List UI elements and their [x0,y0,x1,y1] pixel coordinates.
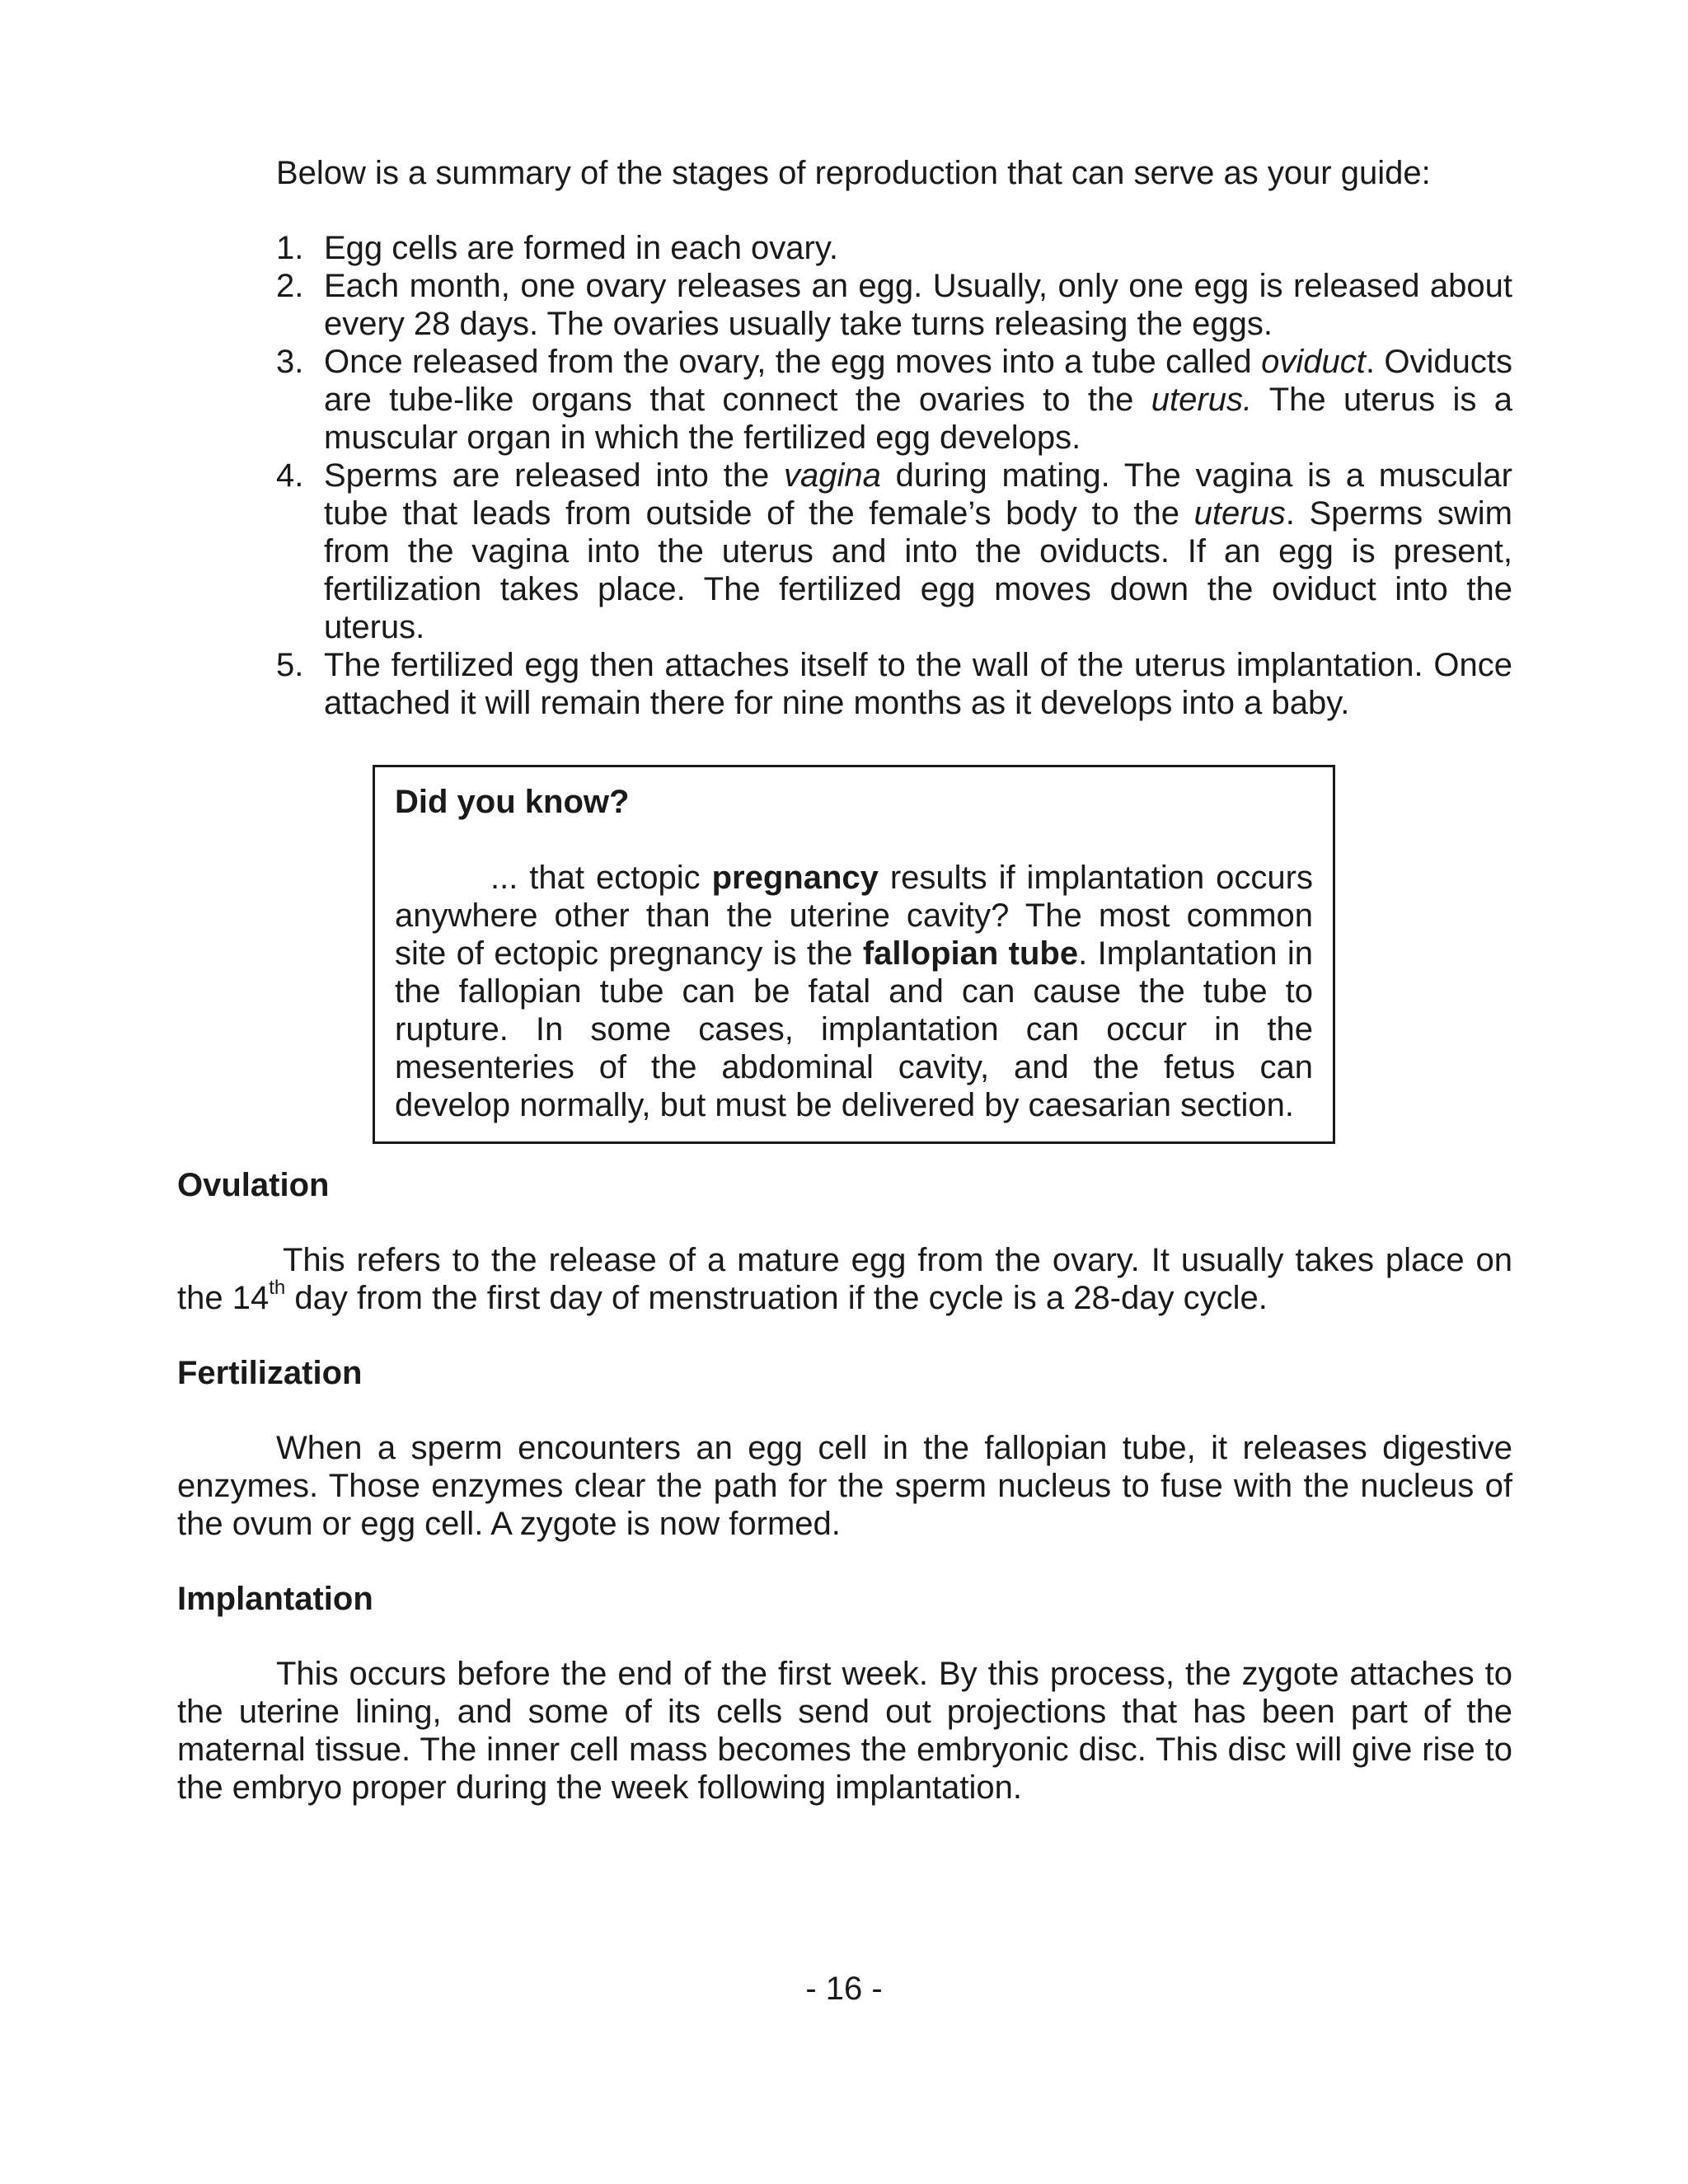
implantation-paragraph: This occurs before the end of the first week. By this process, the zygote attaches to the uterine lining, and some of its cells send out projections that has been part of the maternal tissue. The inner cell mass becomes the embryonic disc. This disc will give rise to the embryo proper during the week following implantation. [177,1656,1512,1806]
list-number: 3. [276,344,304,380]
did-you-know-title: Did you know? [395,784,630,820]
heading-fertilization: Fertilization [177,1355,363,1391]
heading-ovulation: Ovulation [177,1167,330,1203]
list-text: The fertilized egg then attaches itself to the wall of the uterus implantation. Once attached it will remain there for nine months as it develops into a baby. [324,647,1512,721]
term-uterus: uterus [1193,495,1286,532]
list-item [276,646,1512,722]
box-text: ... that ectopic [490,860,712,896]
list-item [276,229,1512,267]
heading-implantation: Implantation [177,1581,373,1617]
did-you-know-body [395,859,1313,1124]
did-you-know-box [373,765,1335,1144]
list-item [276,457,1512,646]
list-item [276,343,1512,457]
page-number: - 16 - [805,1971,883,2007]
term-oviduct: oviduct [1261,344,1366,380]
term-uterus: uterus. [1151,382,1253,418]
paragraph-text: This refers to the release of a mature egg from the ovary. It usually takes place on the 14 [177,1242,1512,1316]
list-number: 5. [276,647,304,683]
ordinal-suffix: th [269,1276,286,1299]
list-number: 2. [276,268,304,304]
list-item [276,267,1512,343]
list-number: 4. [276,457,304,494]
list-text: . Sperms swim from the vagina into the uterus and into the oviducts. If an egg is present, fertilization takes place. The fertilized egg moves down the oviduct into the uterus. [324,495,1512,645]
reproduction-stages-list [276,229,1512,722]
term-fallopian-tube: fallopian tube [862,935,1079,972]
list-text: Egg cells are formed in each ovary. [324,230,839,266]
list-text: Each month, one ovary releases an egg. Usually, only one egg is released about every 28 days. The ovaries usually take turns releasing the eggs. [324,268,1512,342]
box-text: results if implantation occurs anywhere other than the uterine cavity? The most common site of ectopic pregnancy is the [395,860,1313,972]
list-text: Sperms are released into the [324,457,784,494]
intro-text: Below is a summary of the stages of reproduction that can serve as your guide: [276,155,1431,191]
paragraph-text: day from the first day of menstruation if the cycle is a 28-day cycle. [285,1280,1268,1316]
ovulation-paragraph [177,1241,1512,1317]
list-text: The uterus is a muscular organ in which the fertilized egg develops. [324,382,1512,456]
list-text: during mating. The vagina is a muscular tube that leads from outside of the female’s body to the [324,457,1512,532]
box-text: . Implantation in the fallopian tube can be fatal and can cause the tube to rupture. In some cases, implantation can occur in the mesenteries of the abdominal cavity, and the fetus can develop normally, but must be delivered by caesarian section. [395,935,1314,1123]
term-pregnancy: pregnancy [711,860,879,896]
term-vagina: vagina [783,457,881,494]
list-text: . Oviducts are tube-like organs that connect the ovaries to the [324,344,1512,418]
list-text: Once released from the ovary, the egg moves into a tube called [324,344,1262,380]
fertilization-paragraph: When a sperm encounters an egg cell in the fallopian tube, it releases digestive enzymes. Those enzymes clear the path for the sperm nucleus to fuse with the nucleus of the ovum or egg cell. A zygote is now formed. [177,1430,1512,1542]
list-number: 1. [276,230,304,266]
